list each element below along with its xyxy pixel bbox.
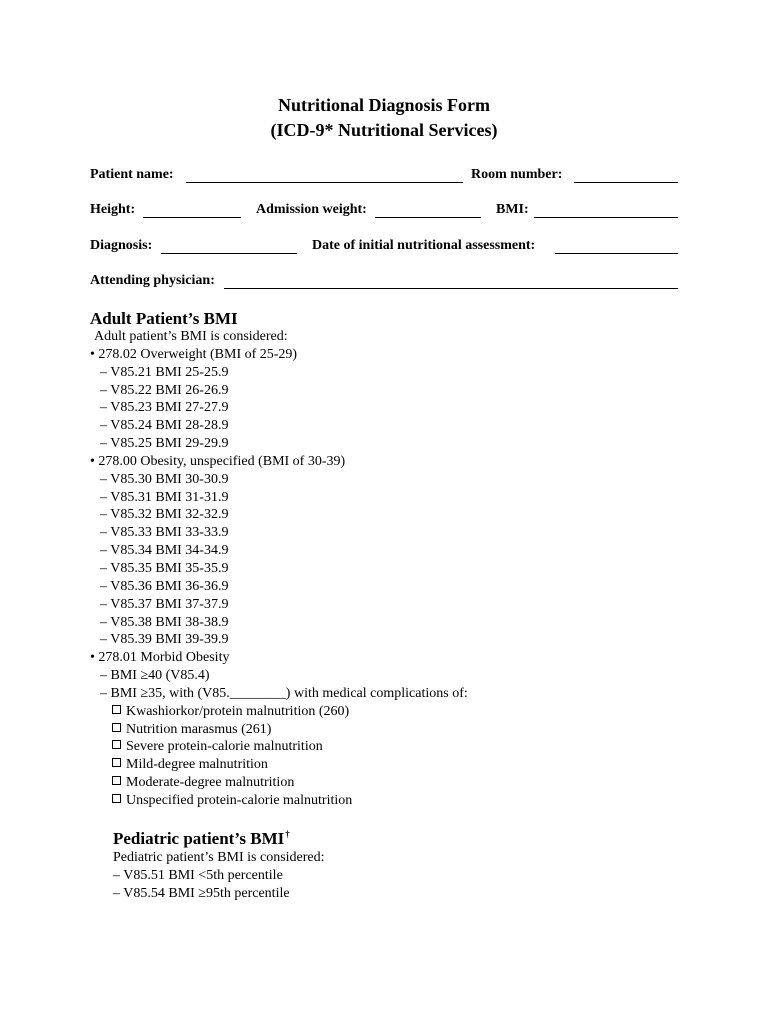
checkbox[interactable] bbox=[112, 758, 121, 767]
list-item: – V85.35 BMI 35-35.9 bbox=[100, 560, 229, 576]
checkbox-label: Nutrition marasmus (261) bbox=[126, 721, 272, 737]
list-item: – V85.33 BMI 33-33.9 bbox=[100, 525, 229, 541]
dagger-footnote-mark: † bbox=[285, 829, 290, 840]
adult-bmi-intro: Adult patient’s BMI is considered: bbox=[94, 329, 288, 344]
list-item: – V85.22 BMI 26-26.9 bbox=[100, 382, 229, 398]
checkbox-item bbox=[90, 792, 468, 810]
patient-info-row-3 bbox=[90, 238, 678, 256]
list-item: – V85.30 BMI 30-30.9 bbox=[100, 471, 229, 487]
checkbox-item bbox=[90, 721, 468, 739]
height-label: Height: bbox=[90, 202, 136, 217]
pediatric-bmi-heading bbox=[113, 829, 290, 849]
list-item: – V85.21 BMI 25-25.9 bbox=[100, 364, 229, 380]
list-item: – V85.23 BMI 27-27.9 bbox=[100, 400, 229, 416]
height-field[interactable] bbox=[143, 217, 241, 218]
list-item: – BMI ≥40 (V85.4) bbox=[100, 668, 210, 684]
list-item: – BMI ≥35, with (V85.________) with medical complications of: bbox=[100, 685, 468, 701]
list-item: – V85.32 BMI 32-32.9 bbox=[100, 507, 229, 523]
date-assessment-label: Date of initial nutritional assessment: bbox=[312, 238, 536, 253]
attending-physician-field[interactable] bbox=[224, 288, 678, 289]
pediatric-bmi-list bbox=[113, 849, 325, 903]
diagnosis-label: Diagnosis: bbox=[90, 238, 153, 253]
list-item: – V85.38 BMI 38-38.9 bbox=[100, 614, 229, 630]
date-assessment-field[interactable] bbox=[555, 253, 678, 254]
list-item: – V85.36 BMI 36-36.9 bbox=[100, 578, 229, 594]
adult-bmi-list bbox=[90, 328, 468, 810]
form-title: Nutritional Diagnosis Form bbox=[277, 95, 490, 115]
admission-weight-field[interactable] bbox=[375, 217, 481, 218]
checkbox-item bbox=[90, 756, 468, 774]
patient-info-row-1 bbox=[90, 167, 678, 185]
bmi-field[interactable] bbox=[534, 217, 678, 218]
pediatric-bmi-intro: Pediatric patient’s BMI is considered: bbox=[113, 850, 325, 865]
overweight-category: • 278.02 Overweight (BMI of 25-29) bbox=[90, 346, 298, 362]
checkbox[interactable] bbox=[112, 776, 121, 785]
bmi-label: BMI: bbox=[496, 202, 529, 217]
checkbox-label: Kwashiorkor/protein malnutrition (260) bbox=[126, 703, 350, 719]
checkbox-label: Mild-degree malnutrition bbox=[126, 757, 268, 773]
checkbox[interactable] bbox=[112, 740, 121, 749]
diagnosis-field[interactable] bbox=[161, 253, 297, 254]
checkbox[interactable] bbox=[112, 723, 121, 732]
list-item: – V85.31 BMI 31-31.9 bbox=[100, 489, 229, 505]
patient-info-row-2 bbox=[90, 202, 678, 220]
list-item: – V85.39 BMI 39-39.9 bbox=[100, 632, 229, 648]
checkbox-label: Unspecified protein-calorie malnutrition bbox=[126, 792, 353, 808]
room-number-label: Room number: bbox=[471, 167, 563, 182]
attending-physician-label: Attending physician: bbox=[90, 273, 215, 288]
form-subtitle: (ICD-9* Nutritional Services) bbox=[270, 120, 498, 140]
list-item: – V85.37 BMI 37-37.9 bbox=[100, 596, 229, 612]
list-item: – V85.24 BMI 28-28.9 bbox=[100, 418, 229, 434]
patient-info-row-4 bbox=[90, 273, 678, 291]
pediatric-bmi-heading-text: Pediatric patient’s BMI bbox=[113, 829, 285, 848]
checkbox-item bbox=[90, 738, 468, 756]
list-item: – V85.34 BMI 34-34.9 bbox=[100, 543, 229, 559]
room-number-field[interactable] bbox=[574, 182, 678, 183]
obesity-category: • 278.00 Obesity, unspecified (BMI of 30-39) bbox=[90, 453, 346, 469]
checkbox-item bbox=[90, 703, 468, 721]
checkbox[interactable] bbox=[112, 705, 121, 714]
adult-bmi-heading: Adult Patient’s BMI bbox=[90, 309, 238, 328]
checkbox-item bbox=[90, 774, 468, 792]
checkbox[interactable] bbox=[112, 794, 121, 803]
list-item: – V85.25 BMI 29-29.9 bbox=[100, 436, 229, 452]
patient-name-label: Patient name: bbox=[90, 167, 174, 182]
patient-name-field[interactable] bbox=[186, 182, 463, 183]
morbid-obesity-category: • 278.01 Morbid Obesity bbox=[90, 650, 230, 666]
list-item: – V85.54 BMI ≥95th percentile bbox=[113, 885, 290, 901]
checkbox-label: Severe protein-calorie malnutrition bbox=[126, 739, 323, 755]
checkbox-label: Moderate-degree malnutrition bbox=[126, 775, 295, 791]
admission-weight-label: Admission weight: bbox=[256, 202, 367, 217]
list-item: – V85.51 BMI <5th percentile bbox=[113, 867, 283, 883]
